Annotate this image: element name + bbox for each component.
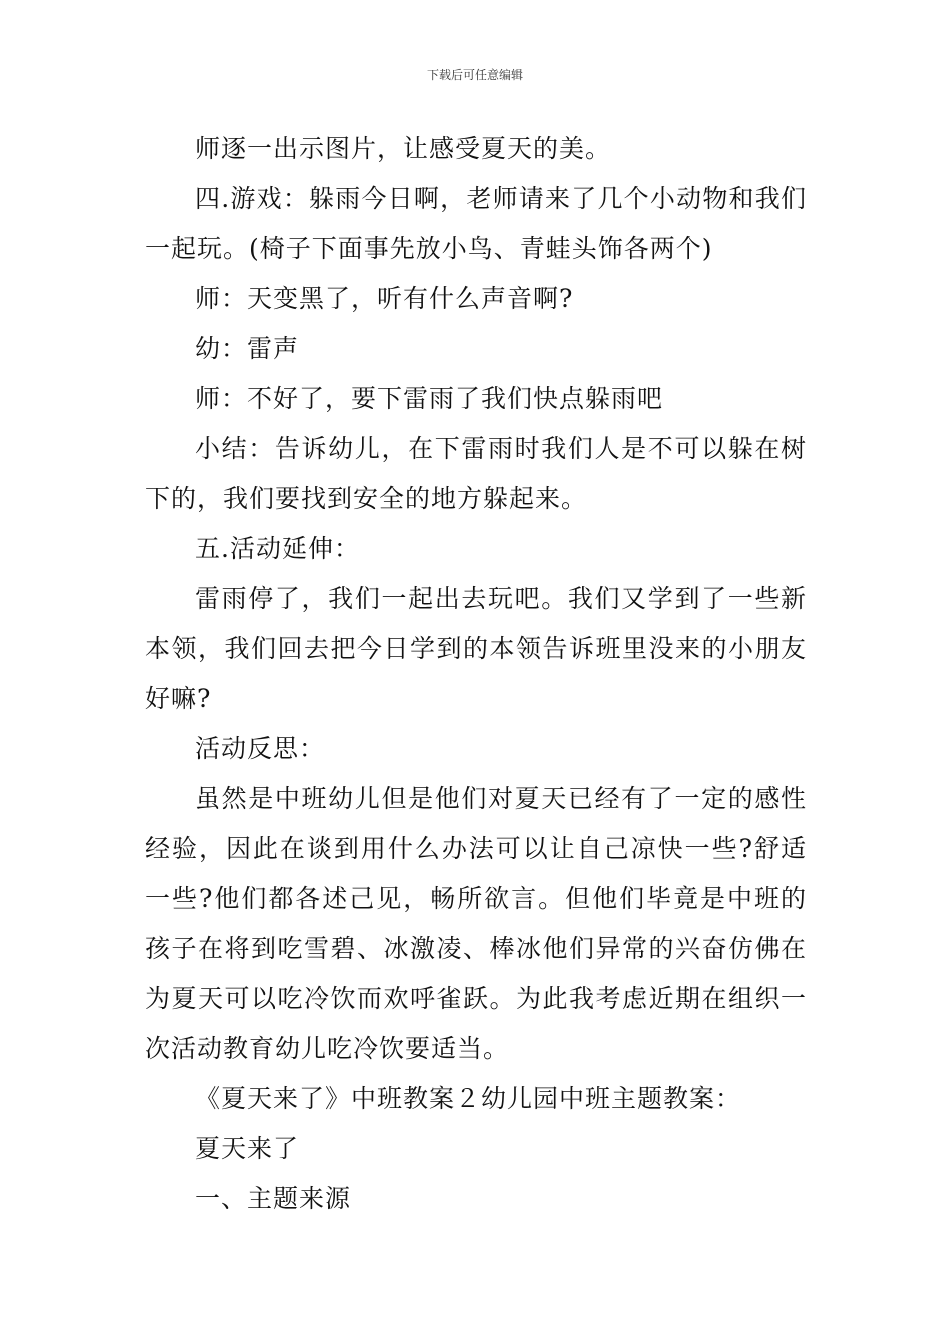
- paragraph: 师逐一出示图片，让感受夏天的美。: [195, 134, 612, 163]
- section-heading: 活动反思：: [195, 734, 326, 763]
- paragraph: 幼：雷声: [195, 334, 300, 363]
- paragraph: 小结：告诉幼儿，在下雷雨时我们人是不可以躲在树下的，我们要找到安全的地方躲起来。: [145, 434, 807, 513]
- paragraph: 四.游戏：躲雨今日啊，老师请来了几个小动物和我们一起玩。(椅子下面事先放小鸟、青蛙头饰各两个): [145, 184, 807, 263]
- lesson-title: 《夏天来了》中班教案２幼儿园中班主题教案：: [195, 1084, 742, 1113]
- paragraph: 虽然是中班幼儿但是他们对夏天已经有了一定的感性经验，因此在谈到用什么办法可以让自己凉快一些?舒适一些?他们都各述己见，畅所欲言。但他们毕竟是中班的孩子在将到吃雪碧、冰激凌、棒冰他们异常的兴奋仿佛在为夏天可以吃冷饮而欢呼雀跃。为此我考虑近期在组织一次活动教育幼儿吃冷饮要适当。: [145, 784, 807, 1063]
- paragraph: 师：不好了，要下雷雨了我们快点躲雨吧: [195, 384, 664, 413]
- section-heading: 五.活动延伸：: [195, 534, 360, 563]
- header-note: 下载后可任意编辑: [426, 68, 523, 82]
- theme-title: 夏天来了: [195, 1134, 300, 1163]
- paragraph: 师：天变黑了，听有什么声音啊?: [195, 284, 574, 313]
- paragraph: 雷雨停了，我们一起出去玩吧。我们又学到了一些新本领，我们回去把今日学到的本领告诉班里没来的小朋友好嘛?: [145, 584, 807, 713]
- section-heading: 一、主题来源: [195, 1184, 352, 1213]
- document-body: [145, 124, 807, 1224]
